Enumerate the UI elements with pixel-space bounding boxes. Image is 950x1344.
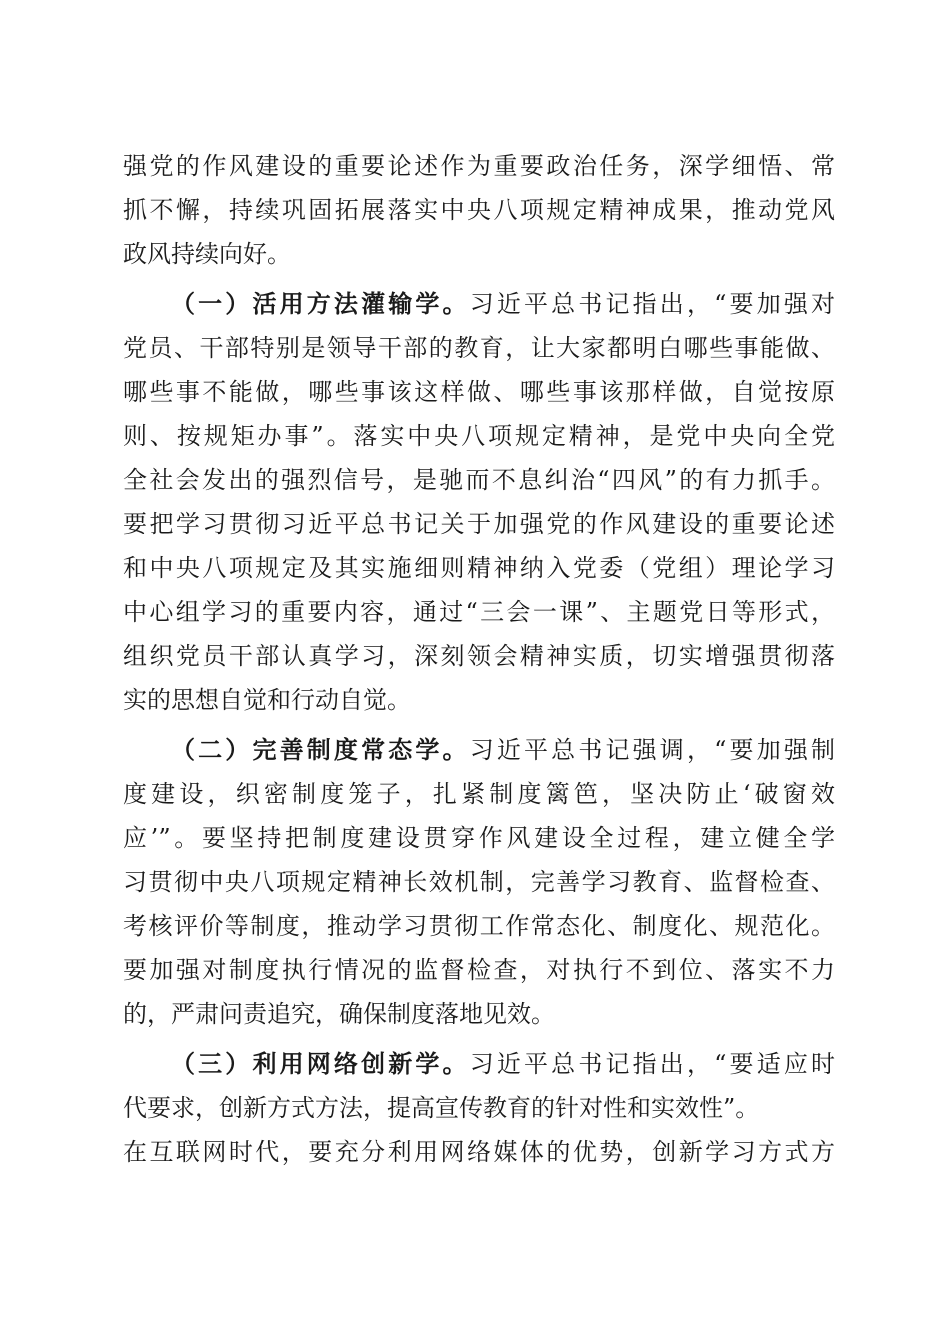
paragraph-line: 则、按规矩办事”。落实中央八项规定精神，是党中央向全党 <box>123 422 835 450</box>
paragraph-line: 党员、干部特别是领导干部的教育，让大家都明白哪些事能做、 <box>123 334 835 362</box>
section-one-first-line <box>123 282 835 326</box>
paragraph-line: 和中央八项规定及其实施细则精神纳入党委（党组）理论学习 <box>123 554 835 582</box>
section-three-first-line <box>123 1042 835 1086</box>
paragraph-line: 代要求，创新方式方法，提高宣传教育的针对性和实效性”。 <box>123 1094 760 1122</box>
paragraph-line: 中心组学习的重要内容，通过“三会一课”、主题党日等形式， <box>123 598 835 626</box>
paragraph-line: 全社会发出的强烈信号，是驰而不息纠治“四风”的有力抓手。 <box>123 466 835 494</box>
paragraph-line: 要把学习贯彻习近平总书记关于加强党的作风建设的重要论述 <box>123 510 835 538</box>
paragraph-line: 抓不懈，持续巩固拓展落实中央八项规定精神成果，推动党风 <box>123 196 835 224</box>
paragraph-line: 考核评价等制度，推动学习贯彻工作常态化、制度化、规范化。 <box>123 912 835 940</box>
section-heading: （三）利用网络创新学。 <box>171 1049 470 1078</box>
paragraph-line: 政风持续向好。 <box>123 240 291 268</box>
paragraph-line: 度建设，织密制度笼子，扎紧制度篱笆，坚决防止‘破窗效 <box>123 780 835 808</box>
paragraph-line: 习贯彻中央八项规定精神长效机制，完善学习教育、监督检查、 <box>123 868 835 896</box>
paragraph-text: 习近平总书记指出，“要适应时 <box>469 1050 836 1078</box>
paragraph-line: 哪些事不能做，哪些事该这样做、哪些事该那样做，自觉按原 <box>123 378 835 406</box>
document-body <box>123 144 835 1174</box>
paragraph-line: 组织党员干部认真学习，深刻领会精神实质，切实增强贯彻落 <box>123 642 835 670</box>
section-two-first-line <box>123 728 835 772</box>
section-heading: （二）完善制度常态学。 <box>171 735 470 764</box>
paragraph-line: 在互联网时代，要充分利用网络媒体的优势，创新学习方式方 <box>123 1138 835 1166</box>
paragraph-line: 强党的作风建设的重要论述作为重要政治任务，深学细悟、常 <box>123 152 835 180</box>
paragraph-line: 实的思想自觉和行动自觉。 <box>123 686 411 714</box>
paragraph-line: 应’”。要坚持把制度建设贯穿作风建设全过程，建立健全学 <box>123 824 835 852</box>
paragraph-line: 的，严肃问责追究，确保制度落地见效。 <box>123 1000 555 1028</box>
section-heading: （一）活用方法灌输学。 <box>171 289 470 318</box>
paragraph-text: 习近平总书记指出，“要加强对 <box>469 290 836 318</box>
paragraph-text: 习近平总书记强调，“要加强制 <box>469 736 836 764</box>
paragraph-line: 要加强对制度执行情况的监督检查，对执行不到位、落实不力 <box>123 956 835 984</box>
